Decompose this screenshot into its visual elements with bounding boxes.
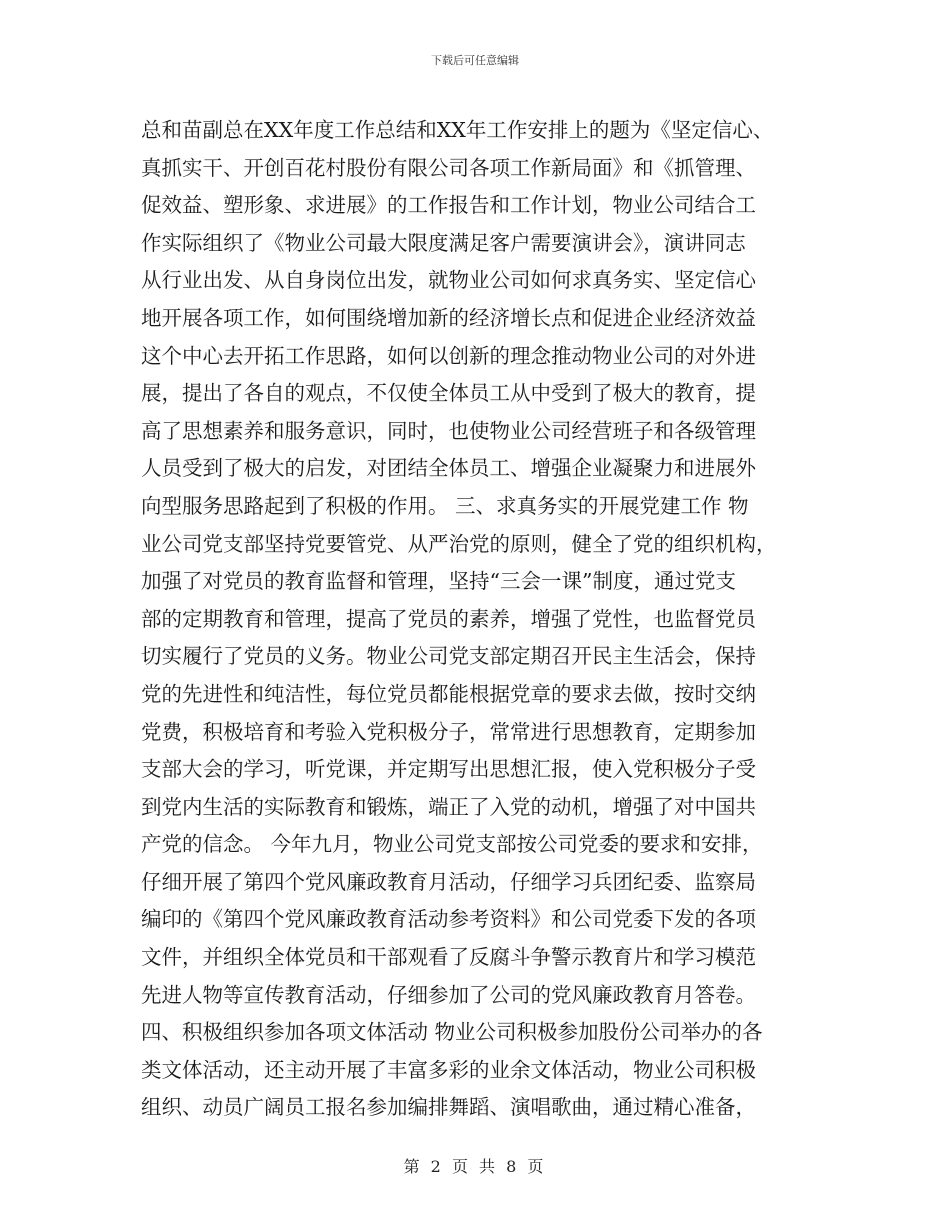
- paragraph-line: 展，提出了各自的观点，不仅使全体员工从中受到了极大的教育，提: [141, 381, 756, 406]
- paragraph-line: 促效益、塑形象、求进展》的工作报告和工作计划，物业公司结合工: [141, 193, 756, 218]
- paragraph-line: 党费，积极培育和考验入党积极分子，常常进行思想教育，定期参加: [141, 719, 756, 744]
- paragraph-line: 业公司党支部坚持党要管党、从严治党的原则，健全了党的组织机构，: [141, 531, 777, 556]
- paragraph-line: 到党内生活的实际教育和锻炼，端正了入党的动机，增强了对中国共: [141, 794, 756, 819]
- paragraph-line: 加强了对党员的教育监督和管理，坚持“三会一课”制度，通过党支: [141, 569, 736, 594]
- paragraph-line: 组织、动员广阔员工报名参加编排舞蹈、演唱歌曲，通过精心准备，: [141, 1095, 756, 1120]
- paragraph-line: 这个中心去开拓工作思路，如何以创新的理念推动物业公司的对外进: [141, 343, 756, 368]
- header-note: 下载后可任意编辑: [431, 54, 519, 67]
- paragraph-line: 先进人物等宣传教育活动，仔细参加了公司的党风廉政教育月答卷。: [141, 982, 756, 1007]
- paragraph-line: 地开展各项工作，如何围绕增加新的经济增长点和促进企业经济效益: [141, 305, 756, 330]
- paragraph-line: 产党的信念。 今年九月，物业公司党支部按公司党委的要求和安排，: [141, 832, 763, 857]
- paragraph-line: 从行业出发、从自身岗位出发，就物业公司如何求真务实、坚定信心: [141, 268, 756, 293]
- paragraph-line: 类文体活动，还主动开展了丰富多彩的业余文体活动，物业公司积极: [141, 1057, 756, 1082]
- paragraph-line: 人员受到了极大的启发，对团结全体员工、增强企业凝聚力和进展外: [141, 456, 756, 481]
- paragraph-line: 仔细开展了第四个党风廉政教育月活动，仔细学习兵团纪委、监察局: [141, 869, 756, 894]
- body-text: [141, 112, 821, 1127]
- paragraph-line: 文件，并组织全体党员和干部观看了反腐斗争警示教育片和学习模范: [141, 945, 756, 970]
- paragraph-line: 总和苗副总在XX年度工作总结和XX年工作安排上的题为《坚定信心、: [141, 118, 774, 142]
- paragraph-line: 部的定期教育和管理，提高了党员的素养，增强了党性，也监督党员: [141, 606, 756, 631]
- paragraph-line: 支部大会的学习，听党课，并定期写出思想汇报，使入党积极分子受: [141, 757, 756, 782]
- paragraph-line: 四、积极组织参加各项文体活动 物业公司积极参加股份公司举办的各: [141, 1020, 763, 1045]
- paragraph-line: 向型服务思路起到了积极的作用。 三、求真务实的开展党建工作 物: [141, 493, 749, 518]
- paragraph-line: 作实际组织了《物业公司最大限度满足客户需要演讲会》，演讲同志: [141, 230, 746, 255]
- paragraph-line: 切实履行了党员的义务。物业公司党支部定期召开民主生活会，保持: [141, 644, 756, 669]
- paragraph-line: 党的先进性和纯洁性，每位党员都能根据党章的要求去做，按时交纳: [141, 681, 756, 706]
- paragraph-line: 高了思想素养和服务意识，同时，也使物业公司经营班子和各级管理: [141, 418, 756, 443]
- paragraph-line: 真抓实干、开创百花村股份有限公司各项工作新局面》和《抓管理、: [141, 155, 756, 180]
- paragraph-line: 编印的《第四个党风廉政教育活动参考资料》和公司党委下发的各项: [141, 907, 756, 932]
- page-number-footer: 第 2 页 共 8 页: [403, 1157, 547, 1176]
